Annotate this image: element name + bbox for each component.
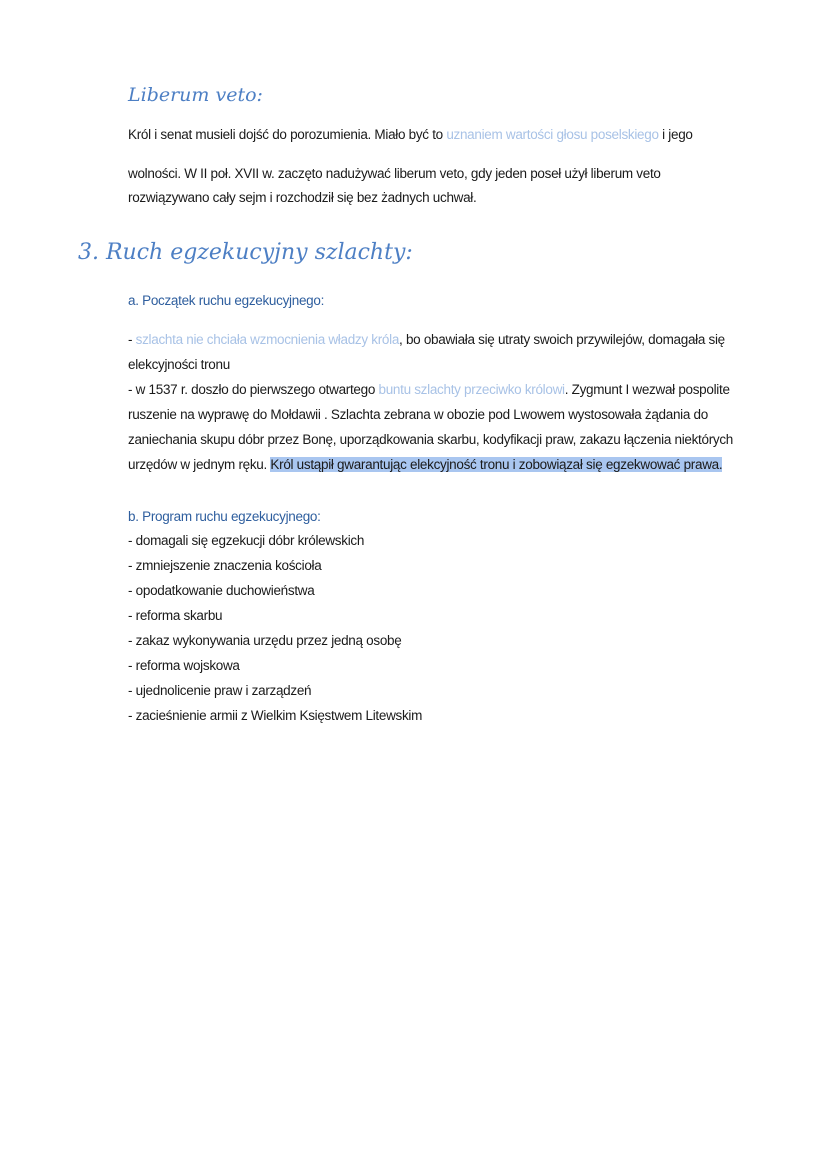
list-item: - reforma skarbu <box>128 608 223 623</box>
text: - <box>128 332 136 347</box>
list-item: - opodatkowanie duchowieństwa <box>128 583 315 598</box>
paragraph-line <box>128 126 693 144</box>
text: urzędów w jednym ręku. <box>128 457 271 472</box>
paragraph-line: rozwiązywano cały sejm i rozchodził się bez żadnych uchwał. <box>128 190 477 205</box>
text: . Zygmunt I wezwał pospolite <box>564 382 730 397</box>
highlighted-text: uznaniem wartości głosu poselskiego <box>446 127 659 142</box>
text: - w 1537 r. doszło do pierwszego otwartego <box>128 382 379 397</box>
liberum-veto-title: Liberum veto: <box>128 84 263 106</box>
list-item: - ujednolicenie praw i zarządzeń <box>128 683 312 698</box>
selected-text[interactable]: Król ustąpił gwarantując elekcyjność tronu i zobowiązał się egzekwować prawa. <box>270 457 723 472</box>
highlighted-text: szlachta nie chciała wzmocnienia władzy króla <box>135 332 400 347</box>
list-item: - zakaz wykonywania urzędu przez jedną osobę <box>128 633 402 648</box>
text: Król i senat musieli dojść do porozumienia. Miało być to <box>128 127 447 142</box>
paragraph-line: wolności. W II poł. XVII w. zaczęto nadużywać liberum veto, gdy jeden poseł użył liberum veto <box>128 166 661 181</box>
list-item: - reforma wojskowa <box>128 658 240 673</box>
list-item: - zmniejszenie znaczenia kościoła <box>128 558 322 573</box>
text: i jego <box>658 127 693 142</box>
paragraph-line: zaniechania skupu dóbr przez Bonę, uporządkowania skarbu, kodyfikacji praw, zakazu łączenia niektórych <box>128 432 734 447</box>
paragraph-line <box>128 456 722 474</box>
list-item: - domagali się egzekucji dóbr królewskich <box>128 533 365 548</box>
paragraph-line: ruszenie na wyprawę do Mołdawii . Szlachta zebrana w obozie pod Lwowem wystosowała żądania do <box>128 407 708 422</box>
paragraph-line <box>128 331 725 349</box>
list-item: - zacieśnienie armii z Wielkim Księstwem Litewskim <box>128 708 423 723</box>
paragraph-line <box>128 381 730 399</box>
subsection-b-title: b. Program ruchu egzekucyjnego: <box>128 509 321 524</box>
subsection-a-title: a. Początek ruchu egzekucyjnego: <box>128 293 325 308</box>
highlighted-text: buntu szlachty przeciwko królowi <box>378 382 565 397</box>
section-heading: 3. Ruch egzekucyjny szlachty: <box>78 240 413 265</box>
paragraph-line: elekcyjności tronu <box>128 357 230 372</box>
text: , bo obawiała się utraty swoich przywilejów, domagała się <box>399 332 725 347</box>
